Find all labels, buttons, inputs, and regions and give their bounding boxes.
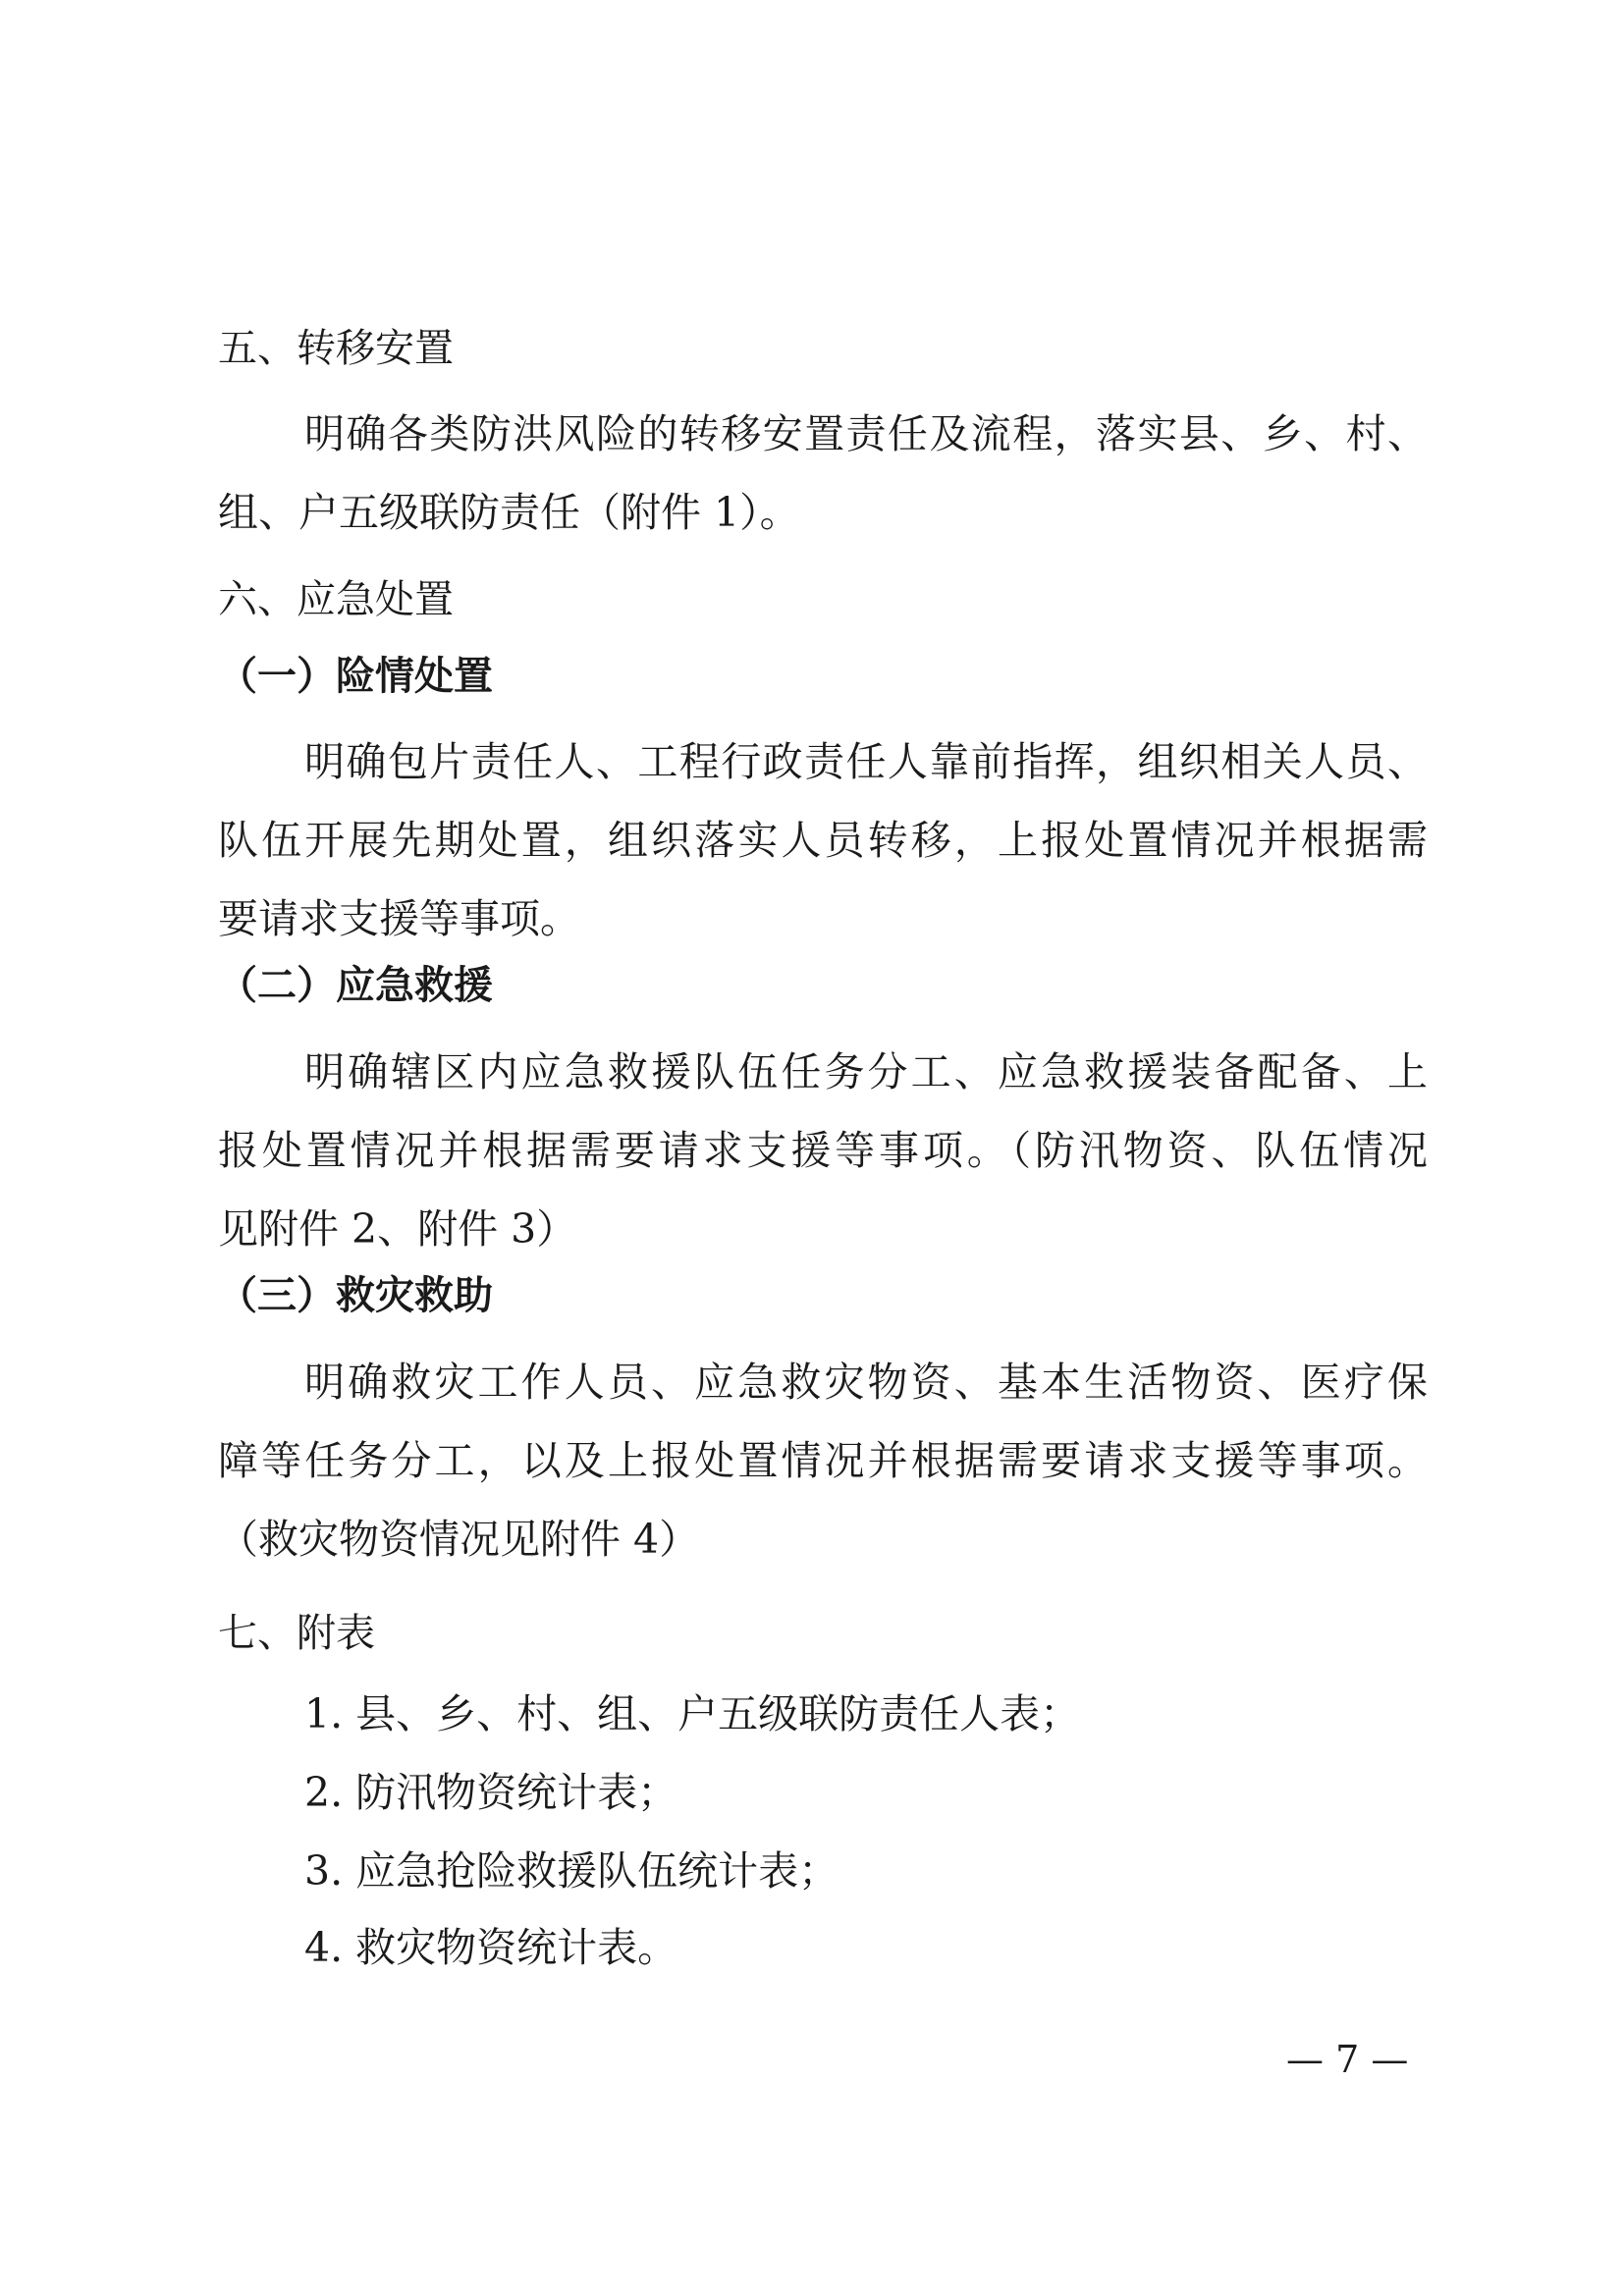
section-6-heading: 六、应急处置	[218, 577, 454, 622]
section-5-heading: 五、转移安置	[218, 326, 454, 371]
section-5-paragraph-line-1: 明确各类防洪风险的转移安置责任及流程，落实县、乡、村、	[304, 410, 1428, 457]
subsection-6-2-line-2: 报处置情况并根据需要请求支援等事项。（防汛物资、队伍情况	[218, 1127, 1428, 1174]
subsection-6-3-line-2: 障等任务分工，以及上报处置情况并根据需要请求支援等事项。	[218, 1437, 1428, 1484]
subsection-6-2-line-3: 见附件 2、附件 3）	[218, 1205, 577, 1253]
subsection-6-3-line-1: 明确救灾工作人员、应急救灾物资、基本生活物资、医疗保	[304, 1359, 1428, 1406]
appendix-item-2: 2. 防汛物资统计表；	[304, 1769, 678, 1816]
subsection-6-2-line-1: 明确辖区内应急救援队伍任务分工、应急救援装备配备、上	[304, 1048, 1428, 1095]
page-number: — 7 —	[1286, 2038, 1409, 2081]
subsection-6-3-line-3: （救灾物资情况见附件 4）	[218, 1516, 700, 1563]
section-5-paragraph-line-2: 组、户五级联防责任（附件 1）。	[218, 489, 800, 536]
subsection-6-1-line-1: 明确包片责任人、工程行政责任人靠前指挥，组织相关人员、	[304, 738, 1428, 785]
section-7-heading: 七、附表	[218, 1611, 375, 1656]
appendix-item-1: 1. 县、乡、村、组、户五级联防责任人表；	[304, 1690, 1081, 1737]
subsection-6-3-heading: （三）救灾救助	[218, 1273, 493, 1318]
subsection-6-1-line-2: 队伍开展先期处置，组织落实人员转移，上报处置情况并根据需	[218, 817, 1428, 864]
appendix-item-4: 4. 救灾物资统计表。	[304, 1924, 678, 1971]
subsection-6-1-line-3: 要请求支援等事项。	[218, 895, 580, 942]
subsection-6-1-heading: （一）险情处置	[218, 654, 493, 699]
subsection-6-2-heading: （二）应急救援	[218, 963, 493, 1008]
appendix-item-3: 3. 应急抢险救援队伍统计表；	[304, 1847, 839, 1895]
